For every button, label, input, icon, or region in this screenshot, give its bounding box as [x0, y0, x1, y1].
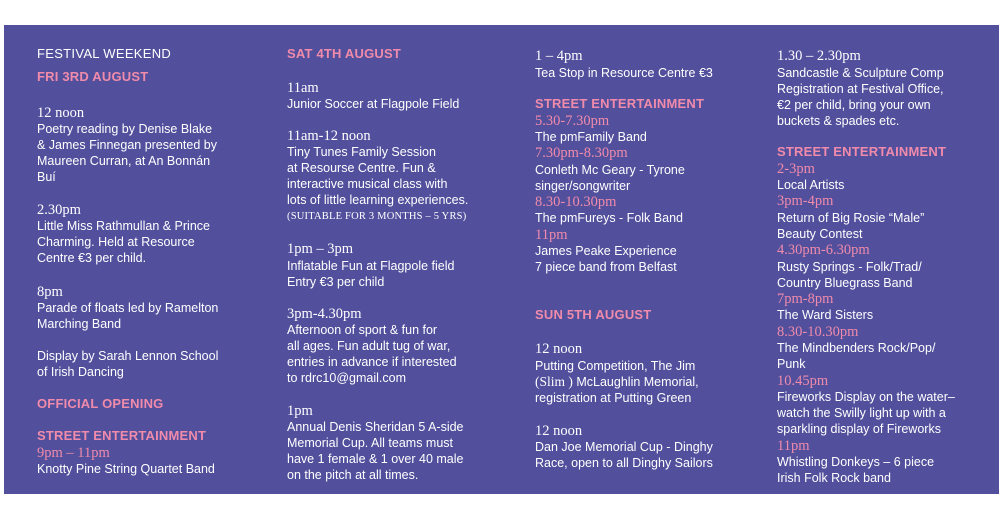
event-text: Tea Stop in Resource Centre €3 [535, 66, 713, 80]
event-text: Putting Competition, The Jim [535, 359, 696, 373]
event-text: Conleth Mc Geary - Tyrone [535, 163, 685, 177]
event-text: Memorial Cup. All teams must [287, 436, 454, 450]
event-text: singer/songwriter [535, 179, 631, 193]
event-text: Afternoon of sport & fun for [287, 323, 438, 337]
event-text: watch the Swilly light up with a [777, 406, 946, 420]
event-time: 11am [287, 80, 319, 96]
event-text: Whistling Donkeys – 6 piece [777, 455, 935, 469]
event-time: 12 noon [37, 105, 85, 121]
event-text: Entry €3 per child [287, 275, 385, 289]
event-time: 12 noon [535, 423, 583, 439]
event-text: of Irish Dancing [37, 365, 124, 379]
event-text: Beauty Contest [777, 227, 863, 241]
event-time: 11pm [535, 227, 568, 243]
event-text: registration at Putting Green [535, 391, 692, 405]
event-time: 12 noon [535, 341, 583, 357]
event-text: Poetry reading by Denise Blake [37, 122, 213, 136]
event-time: 1 – 4pm [535, 48, 583, 64]
event-text: have 1 female & 1 over 40 male [287, 452, 464, 466]
event-time: 1pm [287, 403, 313, 419]
event-text: buckets & spades etc. [777, 114, 900, 128]
event-text [535, 374, 699, 390]
event-text: The pmFamily Band [535, 130, 647, 144]
event-note: (SUITABLE FOR 3 MONTHS – 5 YRS) [287, 211, 467, 222]
street-entertainment-heading: STREET ENTERTAINMENT [777, 144, 947, 159]
event-text: The Mindbenders Rock/Pop/ [777, 341, 936, 355]
event-text: Display by Sarah Lennon School [37, 349, 219, 363]
event-text: 7 piece band from Belfast [535, 260, 677, 274]
event-time: 7.30pm-8.30pm [535, 145, 628, 161]
event-text: Marching Band [37, 317, 122, 331]
day-heading-sunday: SUN 5TH AUGUST [535, 307, 652, 322]
day-heading-friday: FRI 3RD AUGUST [37, 69, 149, 84]
street-entertainment-heading: STREET ENTERTAINMENT [37, 428, 207, 443]
event-time: 8.30-10.30pm [777, 324, 859, 340]
event-text: Parade of floats led by Ramelton [37, 301, 219, 315]
event-text: entries in advance if interested [287, 355, 457, 369]
event-text: Local Artists [777, 178, 845, 192]
event-text: Country Bluegrass Band [777, 276, 913, 290]
street-entertainment-heading: STREET ENTERTAINMENT [535, 96, 705, 111]
event-time: 7pm-8pm [777, 291, 834, 307]
event-text: Race, open to all Dinghy Sailors [535, 456, 713, 470]
event-text: James Peake Experience [535, 244, 677, 258]
event-time: 9pm – 11pm [37, 445, 110, 461]
email-link[interactable]: to rdrc10@gmail.com [287, 371, 406, 385]
event-text: Dan Joe Memorial Cup - Dinghy [535, 440, 713, 454]
event-text: Buí [37, 170, 56, 184]
event-text: Centre €3 per child. [37, 251, 147, 265]
event-time: 11am-12 noon [287, 128, 371, 144]
event-text: lots of little learning experiences. [287, 193, 469, 207]
event-time: 3pm-4.30pm [287, 306, 362, 322]
event-time: 4.30pm-6.30pm [777, 242, 870, 258]
event-text: interactive musical class with [287, 177, 448, 191]
event-text: Annual Denis Sheridan 5 A-side [287, 420, 464, 434]
event-time: 11pm [777, 438, 810, 454]
event-text: Irish Folk Rock band [777, 471, 891, 485]
official-opening-heading: OFFICIAL OPENING [37, 396, 164, 411]
event-text: Registration at Festival Office, [777, 82, 944, 96]
festival-programme-panel [4, 25, 999, 494]
event-text-serif: (Slim ) [535, 374, 573, 389]
festival-weekend-label: FESTIVAL WEEKEND [37, 46, 172, 61]
event-time: 10.45pm [777, 373, 829, 389]
event-text: Tiny Tunes Family Session [287, 145, 436, 159]
event-text: & James Finnegan presented by [37, 138, 217, 152]
event-text: The Ward Sisters [777, 308, 874, 322]
event-text: Return of Big Rosie “Male” [777, 211, 925, 225]
event-text: on the pitch at all times. [287, 468, 419, 482]
event-text-rest: McLaughlin Memorial, [572, 375, 699, 389]
event-text: all ages. Fun adult tug of war, [287, 339, 451, 353]
day-heading-saturday: SAT 4TH AUGUST [287, 46, 402, 61]
event-text: Knotty Pine String Quartet Band [37, 462, 215, 476]
event-text: €2 per child, bring your own [777, 98, 931, 112]
event-text: Fireworks Display on the water– [777, 390, 955, 404]
event-text: Junior Soccer at Flagpole Field [287, 97, 460, 111]
event-time: 1pm – 3pm [287, 241, 354, 257]
event-time: 3pm-4pm [777, 193, 834, 209]
event-time: 2.30pm [37, 202, 81, 218]
event-text: Inflatable Fun at Flagpole field [287, 259, 455, 273]
event-time: 5.30-7.30pm [535, 113, 610, 129]
event-text: sparkling display of Fireworks [777, 422, 941, 436]
event-time: 8pm [37, 284, 63, 300]
event-text: Maureen Curran, at An Bonnán [37, 154, 211, 168]
event-time: 1.30 – 2.30pm [777, 48, 861, 64]
event-text: Punk [777, 357, 806, 371]
event-text: Little Miss Rathmullan & Prince [37, 219, 210, 233]
event-time: 8.30-10.30pm [535, 194, 617, 210]
event-time: 2-3pm [777, 161, 815, 177]
event-text: Sandcastle & Sculpture Comp [777, 66, 944, 80]
event-text: Rusty Springs - Folk/Trad/ [777, 260, 922, 274]
event-text: Charming. Held at Resource [37, 235, 195, 249]
event-text: The pmFureys - Folk Band [535, 211, 683, 225]
event-text: at Resourse Centre. Fun & [287, 161, 436, 175]
